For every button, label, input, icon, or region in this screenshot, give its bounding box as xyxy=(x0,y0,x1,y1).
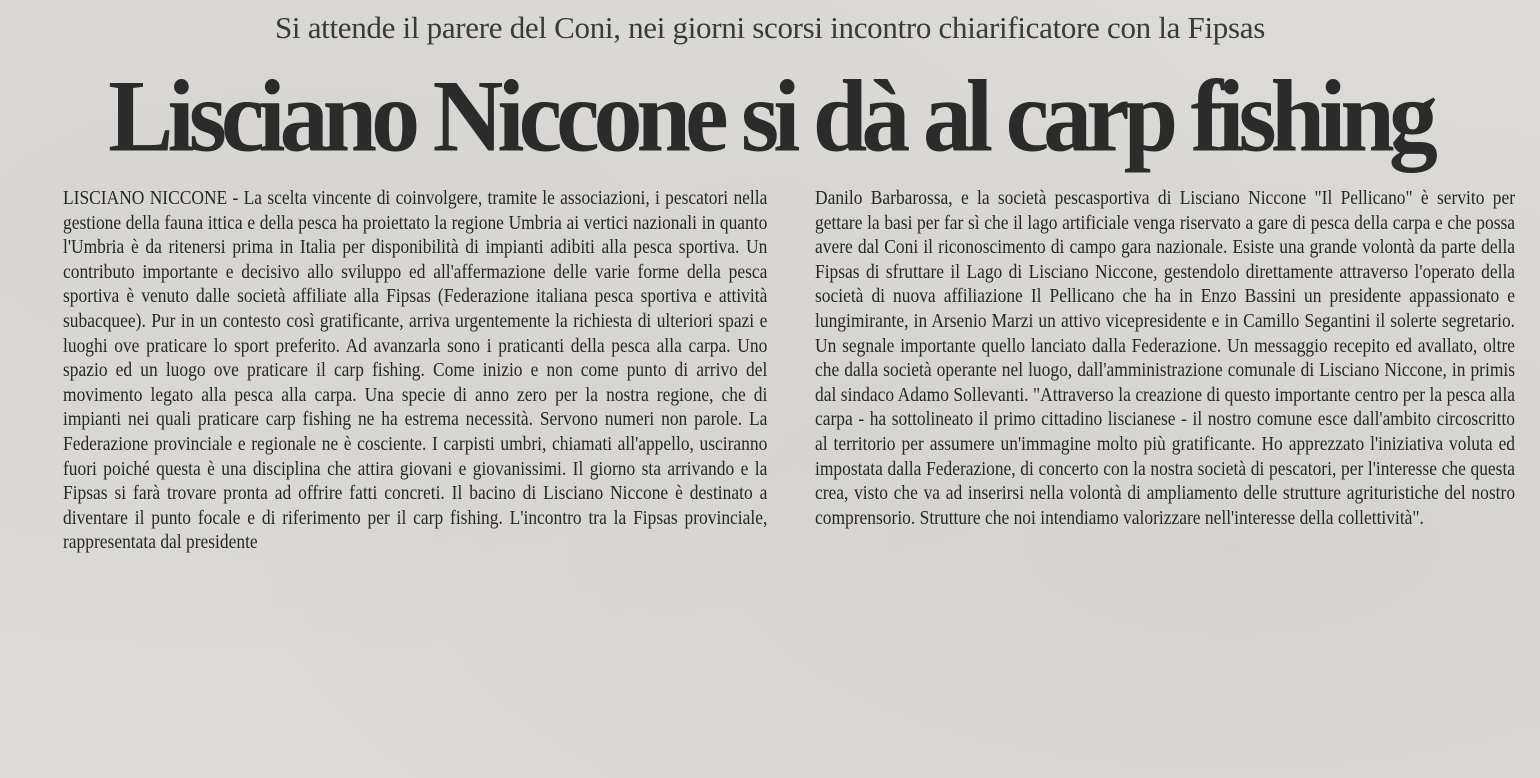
article-paragraph-left xyxy=(63,186,767,555)
article-headline: Lisciano Niccone si dà al carp fishing xyxy=(108,60,1432,174)
article-column-left xyxy=(63,186,767,555)
article-body-left: La scelta vincente di coinvolgere, tramite le associazioni, i pescatori nella gestione della fauna ittica e della pesca ha proiettato la regione Umbria ai vertici nazionali in quanto l'Umbria è da ritenersi prima in Italia per disponibilità di impianti adibiti alla pesca sportiva. Un contributo importante e decisivo allo sviluppo ed all'affermazione delle varie forme della pesca sportiva è venuto dalle società affiliate alla Fipsas (Federazione italiana pesca sportiva e attività subacquee). Pur in un contesto così gratificante, arriva urgentemente la richiesta di ulteriori spazi e luoghi ove praticare lo sport preferito. Ad avanzarla sono i praticanti della pesca alla carpa. Uno spazio ed un luogo ove praticare il carp fishing. Come inizio e non come punto di arrivo del movimento legato alla pesca alla carpa. Una specie di anno zero per la nostra regione, che di impianti nei quali praticare carp fishing ne ha estrema necessità. Servono numeri non parole. La Federazione provinciale e regionale ne è cosciente. I carpisti umbri, chiamati all'appello, usciranno fuori poiché questa è una disciplina che attira giovani e giovanissimi. Il giorno sta arrivando e la Fipsas si farà trovare pronta ad offrire fatti concreti. Il bacino di Lisciano Niccone è destinato a diventare il punto focale e di riferimento per il carp fishing. L'incontro tra la Fipsas provinciale, rappresentata dal presidente xyxy=(63,187,768,554)
article-column-right xyxy=(815,186,1515,530)
article-dateline: LISCIANO NICCONE - xyxy=(63,187,244,209)
article-body-right: Danilo Barbarossa, e la società pescasportiva di Lisciano Niccone "Il Pellicano" è servito per gettare la basi per far sì che il lago artificiale venga riservato a gare di pesca della carpa e che possa avere dal Coni il riconoscimento di campo gara nazionale. Esiste una grande volontà da parte della Fipsas di sfruttare il Lago di Lisciano Niccone, gestendolo direttamente attraverso l'operato della società di nuova affiliazione Il Pellicano che ha in Enzo Bassini un presidente appassionato e lungimirante, in Arsenio Marzi un attivo vicepresidente e in Camillo Segantini il solerte segretario. Un segnale importante quello lanciato dalla Federazione. Un messaggio recepito ed avallato, oltre che dalla società operante nel luogo, dall'amministrazione comunale di Lisciano Niccone, in primis dal sindaco Adamo Sollevanti. "Attraverso la creazione di questo importante centro per la pesca alla carpa - ha sottolineato il primo cittadino liscianese - il nostro comune esce dall'ambito circoscritto al territorio per assumere un'immagine molto più gratificante. Ho apprezzato l'iniziativa voluta ed impostata dalla Federazione, di concerto con la nostra società di pescatori, per l'interesse che questa crea, visto che va ad inserirsi nella volontà di ampliamento delle strutture agrituristiche del nostro comprensorio. Strutture che noi intendiamo valorizzare nell'interesse della collettività". xyxy=(815,187,1516,529)
article-kicker: Si attende il parere del Coni, nei giorni scorsi incontro chiarificatore con la Fipsas xyxy=(274,10,1265,45)
